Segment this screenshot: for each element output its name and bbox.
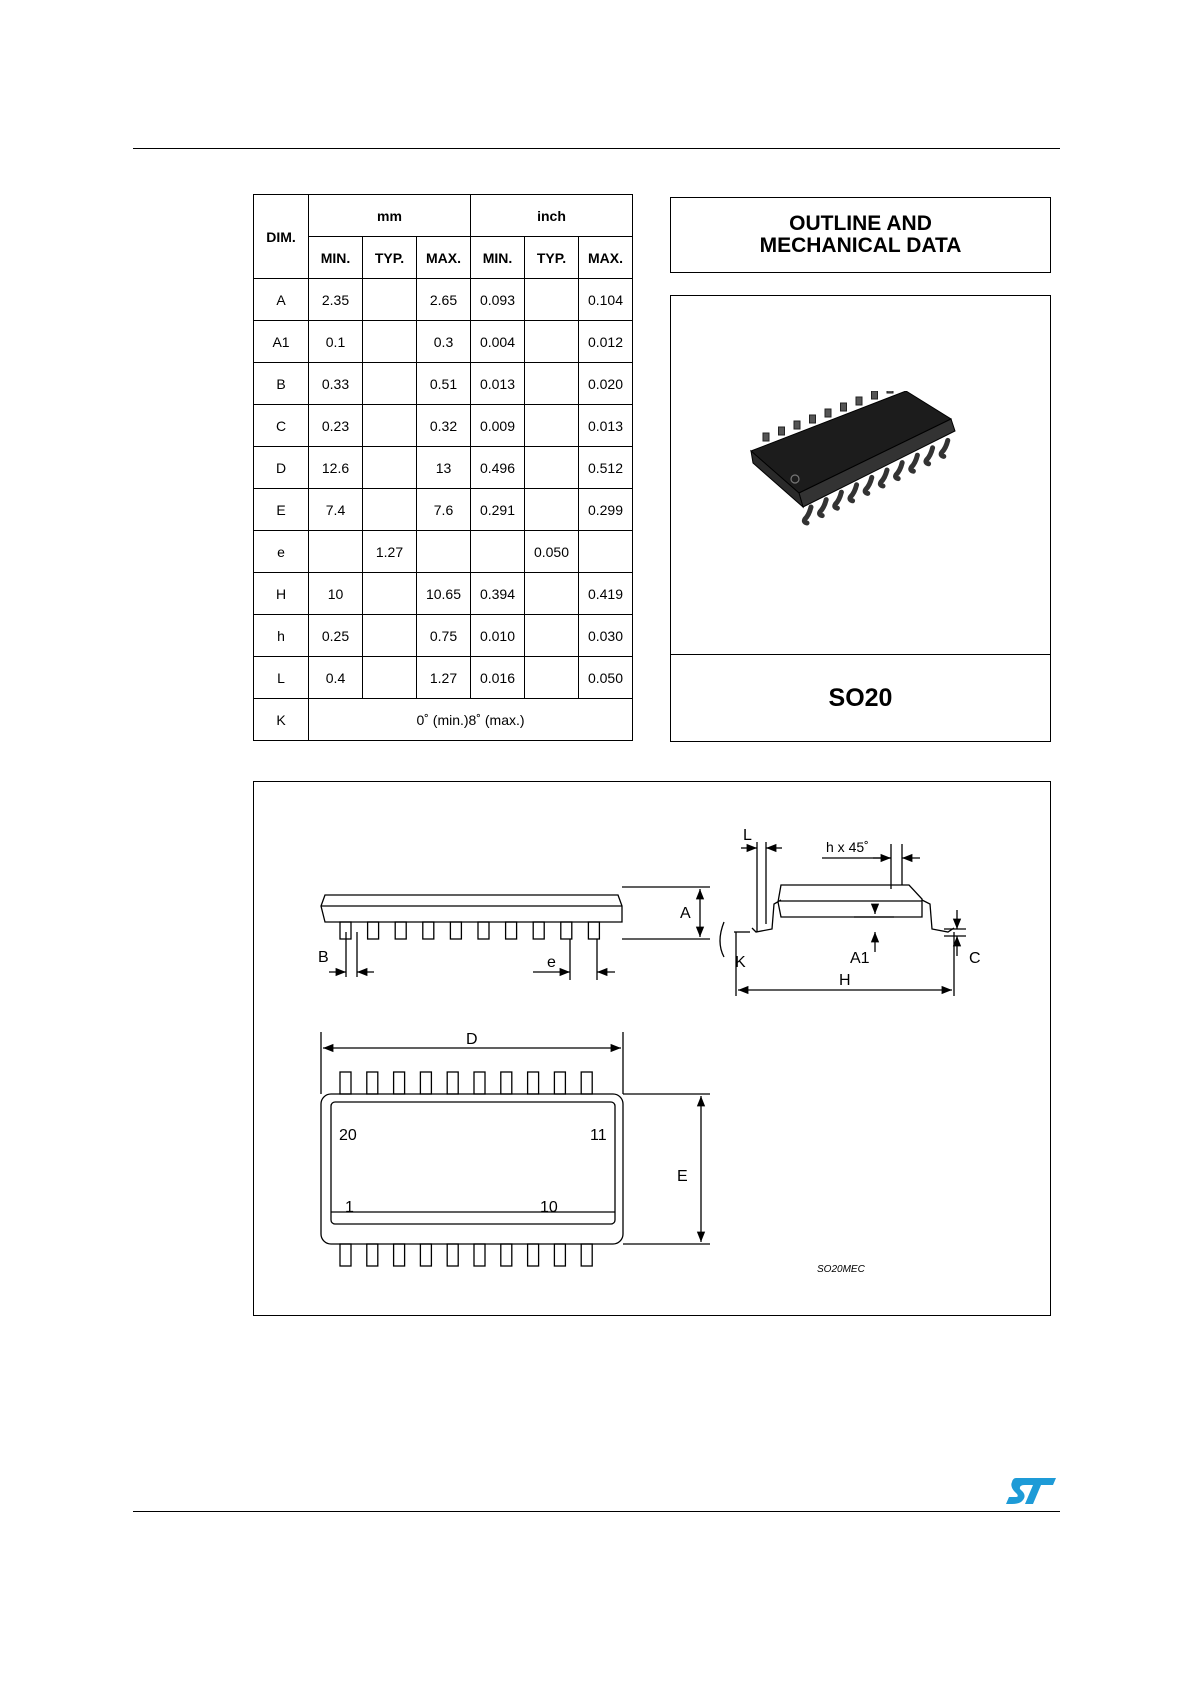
st-logo [1006, 1476, 1058, 1506]
dim-cell: D [254, 447, 309, 489]
side-lead [533, 922, 544, 939]
mm-min-cell: 0.23 [309, 405, 363, 447]
mm-min-cell: 7.4 [309, 489, 363, 531]
inch-typ-cell [525, 321, 579, 363]
dim-cell: A1 [254, 321, 309, 363]
label-B: B [318, 949, 329, 966]
top-lead [367, 1072, 378, 1094]
mm-max-cell: 0.75 [417, 615, 471, 657]
pin-1-label: 1 [345, 1199, 354, 1216]
table-row [254, 405, 633, 447]
label-A1: A1 [850, 950, 870, 967]
mm-min-header: MIN. [309, 237, 363, 279]
package-box [670, 295, 1051, 742]
top-lead [501, 1072, 512, 1094]
outline-title-box [670, 197, 1051, 273]
top-lead [394, 1072, 405, 1094]
table-row [254, 573, 633, 615]
side-view-body [321, 895, 622, 922]
table-row [254, 321, 633, 363]
package-photo [741, 391, 981, 571]
side-lead [450, 922, 461, 939]
bottom-lead [581, 1244, 592, 1266]
inch-max-cell: 0.512 [579, 447, 633, 489]
mm-max-cell: 10.65 [417, 573, 471, 615]
mm-typ-cell [363, 615, 417, 657]
table-row [254, 699, 633, 741]
mm-max-cell: 13 [417, 447, 471, 489]
bottom-lead [367, 1244, 378, 1266]
dim-cell: E [254, 489, 309, 531]
inch-min-cell: 0.291 [471, 489, 525, 531]
photo-front-lead [880, 470, 887, 486]
inch-max-cell: 0.050 [579, 657, 633, 699]
mm-typ-cell [363, 657, 417, 699]
mm-typ-cell [363, 489, 417, 531]
bottom-lead [394, 1244, 405, 1266]
label-A: A [680, 905, 691, 922]
photo-back-lead [887, 391, 893, 393]
mm-typ-cell [363, 447, 417, 489]
inch-typ-cell [525, 279, 579, 321]
top-lead [528, 1072, 539, 1094]
table-row [254, 657, 633, 699]
inch-max-cell: 0.299 [579, 489, 633, 531]
photo-back-lead [763, 433, 769, 441]
inch-min-header: MIN. [471, 237, 525, 279]
photo-front-lead [850, 485, 857, 501]
dim-cell: H [254, 573, 309, 615]
inch-min-cell: 0.004 [471, 321, 525, 363]
table-row [254, 363, 633, 405]
photo-front-lead [835, 492, 842, 508]
photo-front-lead [911, 455, 918, 471]
mm-min-cell: 0.33 [309, 363, 363, 405]
pin-11-label: 11 [590, 1127, 607, 1144]
photo-front-lead [804, 507, 811, 523]
mm-max-cell: 1.27 [417, 657, 471, 699]
photo-front-lead [926, 448, 933, 464]
photo-back-lead [825, 409, 831, 417]
top-lead [447, 1072, 458, 1094]
dim-cell: A [254, 279, 309, 321]
photo-back-lead [779, 427, 785, 435]
top-lead [340, 1072, 351, 1094]
side-lead [561, 922, 572, 939]
inch-min-cell: 0.394 [471, 573, 525, 615]
dim-cell: B [254, 363, 309, 405]
side-lead [395, 922, 406, 939]
label-K: K [735, 954, 746, 971]
side-lead [423, 922, 434, 939]
mm-max-cell: 7.6 [417, 489, 471, 531]
mm-max-cell: 0.3 [417, 321, 471, 363]
outline-title-line1: OUTLINE AND [789, 212, 932, 235]
inch-min-cell: 0.496 [471, 447, 525, 489]
package-divider [671, 654, 1050, 655]
mm-max-cell [417, 531, 471, 573]
photo-back-lead [841, 403, 847, 411]
photo-back-lead [856, 397, 862, 405]
inch-max-cell [579, 531, 633, 573]
dim-cell: C [254, 405, 309, 447]
dim-header: DIM. [254, 195, 309, 279]
inch-max-cell: 0.104 [579, 279, 633, 321]
dimensions-table [253, 194, 633, 741]
top-lead [420, 1072, 431, 1094]
outline-title-line2: MECHANICAL DATA [759, 234, 962, 257]
package-name: SO20 [828, 684, 893, 712]
label-L: L [743, 827, 752, 844]
mm-max-cell: 0.51 [417, 363, 471, 405]
mm-max-cell: 0.32 [417, 405, 471, 447]
bottom-lead [554, 1244, 565, 1266]
top-lead [554, 1072, 565, 1094]
mm-typ-cell [363, 573, 417, 615]
inch-min-cell: 0.013 [471, 363, 525, 405]
side-lead [368, 922, 379, 939]
mm-max-cell: 2.65 [417, 279, 471, 321]
top-lead [474, 1072, 485, 1094]
bottom-lead [447, 1244, 458, 1266]
bottom-lead [340, 1244, 351, 1266]
inch-header: inch [471, 195, 633, 237]
mm-typ-cell: 1.27 [363, 531, 417, 573]
table-row [254, 447, 633, 489]
label-E: E [677, 1168, 688, 1185]
mm-typ-header: TYP. [363, 237, 417, 279]
mechanical-drawing [253, 781, 1051, 1316]
drawing-canvas [254, 782, 1052, 1317]
photo-back-lead [794, 421, 800, 429]
inch-typ-cell [525, 615, 579, 657]
photo-front-lead [820, 500, 827, 516]
bottom-lead [501, 1244, 512, 1266]
inch-typ-header: TYP. [525, 237, 579, 279]
mm-min-cell: 10 [309, 573, 363, 615]
pin-20-label: 20 [339, 1127, 357, 1144]
inch-typ-cell [525, 489, 579, 531]
dim-cell: K [254, 699, 309, 741]
mm-min-cell: 0.1 [309, 321, 363, 363]
table-row [254, 531, 633, 573]
dim-cell: L [254, 657, 309, 699]
bottom-lead [528, 1244, 539, 1266]
mm-min-cell: 0.25 [309, 615, 363, 657]
inch-max-cell: 0.030 [579, 615, 633, 657]
photo-back-lead [810, 415, 816, 423]
label-e: e [547, 954, 556, 971]
side-lead [478, 922, 489, 939]
side-lead [588, 922, 599, 939]
mm-min-cell: 0.4 [309, 657, 363, 699]
pin-10-label: 10 [540, 1199, 558, 1216]
inch-typ-cell: 0.050 [525, 531, 579, 573]
inch-typ-cell [525, 405, 579, 447]
inch-max-cell: 0.020 [579, 363, 633, 405]
inch-max-cell: 0.419 [579, 573, 633, 615]
inch-max-cell: 0.013 [579, 405, 633, 447]
inch-min-cell: 0.016 [471, 657, 525, 699]
label-h45: h x 45˚ [826, 839, 869, 855]
mm-header: mm [309, 195, 471, 237]
table-row [254, 615, 633, 657]
inch-typ-cell [525, 447, 579, 489]
header-rule [133, 148, 1060, 149]
st-logo-mark [1006, 1478, 1056, 1504]
side-lead [506, 922, 517, 939]
inch-typ-cell [525, 657, 579, 699]
table-row [254, 279, 633, 321]
inch-min-cell [471, 531, 525, 573]
footer-rule [133, 1511, 1060, 1512]
mm-min-cell: 2.35 [309, 279, 363, 321]
photo-front-lead [865, 477, 872, 493]
mm-typ-cell [363, 405, 417, 447]
photo-front-lead [941, 440, 948, 456]
inch-max-cell: 0.012 [579, 321, 633, 363]
inch-typ-cell [525, 363, 579, 405]
mm-typ-cell [363, 321, 417, 363]
label-H: H [839, 972, 851, 989]
bottom-lead [420, 1244, 431, 1266]
drawing-code: SO20MEC [817, 1264, 865, 1275]
top-view-body [321, 1094, 623, 1244]
dim-cell: e [254, 531, 309, 573]
label-C: C [969, 950, 981, 967]
mm-min-cell [309, 531, 363, 573]
label-D: D [466, 1031, 478, 1048]
mm-typ-cell [363, 363, 417, 405]
photo-back-lead [872, 391, 878, 399]
inch-min-cell: 0.093 [471, 279, 525, 321]
inch-max-header: MAX. [579, 237, 633, 279]
mm-min-cell: 12.6 [309, 447, 363, 489]
table-row [254, 489, 633, 531]
inch-min-cell: 0.009 [471, 405, 525, 447]
mm-max-header: MAX. [417, 237, 471, 279]
mm-typ-cell [363, 279, 417, 321]
angle-cell: 0˚ (min.)8˚ (max.) [309, 699, 633, 741]
bottom-lead [474, 1244, 485, 1266]
top-lead [581, 1072, 592, 1094]
inch-min-cell: 0.010 [471, 615, 525, 657]
dim-cell: h [254, 615, 309, 657]
inch-typ-cell [525, 573, 579, 615]
photo-front-lead [896, 463, 903, 479]
